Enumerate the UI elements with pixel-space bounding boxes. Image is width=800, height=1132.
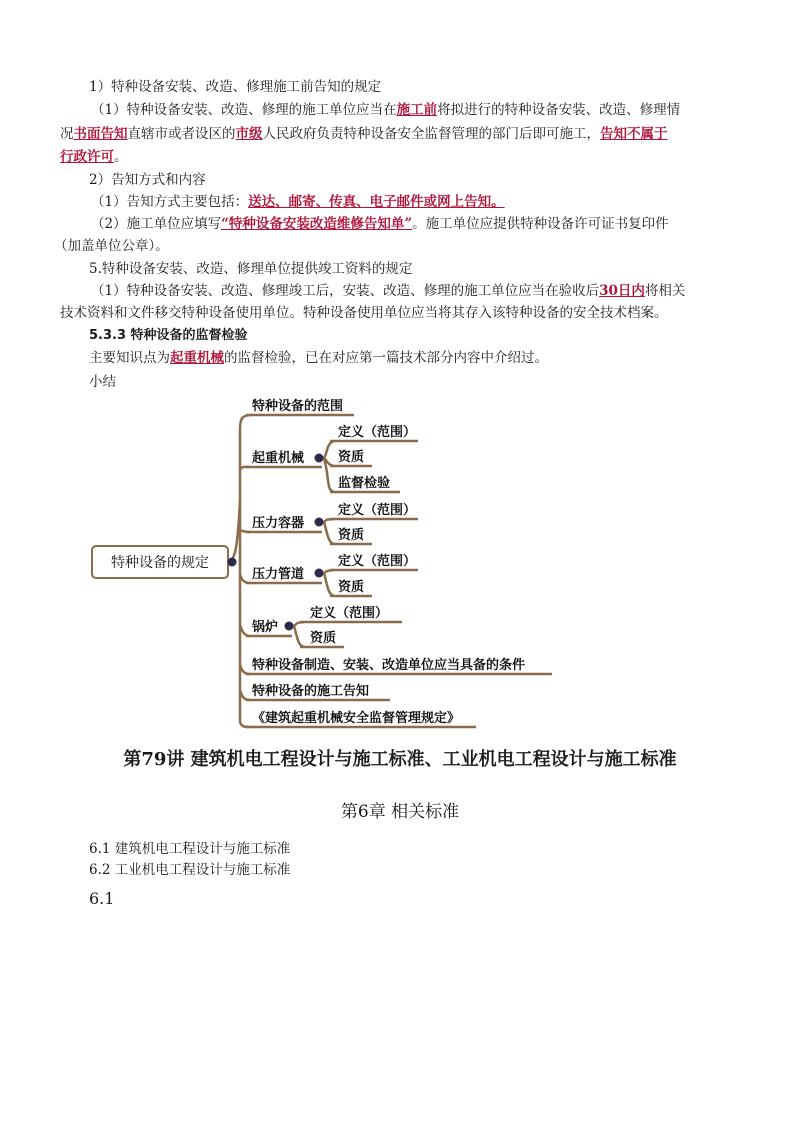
text-span: 主要知识点为 [89, 350, 170, 366]
section-heading-method: 2）告知方式和内容 [89, 172, 206, 188]
text-span: 将拟进行的特种设备安装、改造、修理情 [437, 102, 681, 118]
mindmap-node-regulation: 《建筑起重机械安全监督管理规定》 [252, 711, 461, 726]
paragraph-line: 技术资料和文件移交特种设备使用单位。特种设备使用单位应当将其存入该特种设备的安全技术档案。 [60, 305, 668, 321]
section-heading-inspection: 5.3.3 特种设备的监督检验 [89, 328, 248, 343]
text-span: （2）施工单位应填写 [91, 216, 222, 232]
highlight-text: 送达、邮寄、传真、电子邮件或网上告知。 [248, 194, 505, 210]
chapter-title: 第6章 相关标准 [340, 802, 460, 822]
highlight-text: 市级 [235, 126, 263, 142]
mindmap-node-pipe: 压力管道 [252, 567, 305, 582]
mindmap-node-boiler-qual: 资质 [310, 631, 337, 646]
highlight-text: 书面告知 [73, 126, 128, 142]
highlight-text: “特种设备安装改造维修告知单” [221, 216, 413, 232]
mindmap-node-vessel-def: 定义（范围） [338, 503, 417, 518]
section-heading-notice: 1）特种设备安装、改造、修理施工前告知的规定 [89, 79, 382, 95]
text-span: 的监督检验，已在对应第一篇技术部分内容中介绍过。 [224, 350, 548, 366]
collapse-dot-icon[interactable] [315, 454, 324, 463]
text-span: 直辖市或者设区的 [127, 126, 236, 142]
text-span: 况 [60, 126, 74, 142]
mindmap-node-crane-insp: 监督检验 [338, 476, 391, 491]
subsection-number: 6.1 [89, 889, 115, 908]
summary-label: 小结 [89, 374, 116, 390]
mindmap-node-notice: 特种设备的施工告知 [252, 684, 370, 699]
mindmap-node-crane: 起重机械 [252, 451, 305, 466]
toc-item: 6.1 建筑机电工程设计与施工标准 [89, 841, 291, 857]
section-heading-completion: 5.特种设备安装、改造、修理单位提供竣工资料的规定 [89, 261, 413, 277]
mindmap-node-pipe-qual: 资质 [338, 580, 365, 595]
collapse-dot-icon[interactable] [228, 558, 237, 567]
highlight-text: 施工前 [396, 102, 438, 118]
mindmap-node-scope: 特种设备的范围 [252, 399, 344, 414]
paragraph-line: （加盖单位公章）。 [54, 238, 169, 254]
collapse-dot-icon[interactable] [315, 518, 324, 527]
highlight-text: 行政许可 [60, 149, 114, 165]
text-span: 将相关 [644, 283, 686, 299]
mindmap-node-boiler: 锅炉 [252, 620, 279, 635]
mindmap-node-boiler-def: 定义（范围） [310, 606, 389, 621]
text-span: 人民政府负责特种设备安全监督管理的部门后即可施工， [262, 126, 600, 142]
text-span: 。 [114, 149, 128, 165]
text-span: （1）特种设备安装、改造、修理竣工后，安装、改造、修理的施工单位应当在验收后 [91, 283, 600, 299]
collapse-dot-icon[interactable] [285, 622, 294, 631]
highlight-text: 30日内 [599, 283, 645, 299]
mindmap-node-conditions: 特种设备制造、安装、改造单位应当具备的条件 [252, 658, 526, 673]
lecture-title: 第79讲 建筑机电工程设计与施工标准、工业机电工程设计与施工标准 [123, 749, 677, 770]
mindmap-node-vessel: 压力容器 [252, 516, 305, 531]
collapse-dot-icon[interactable] [315, 569, 324, 578]
mindmap-node-vessel-qual: 资质 [338, 528, 365, 543]
mindmap-node-crane-def: 定义（范围） [338, 425, 417, 440]
mindmap-node-pipe-def: 定义（范围） [338, 554, 417, 569]
mindmap-node-crane-qual: 资质 [338, 450, 365, 465]
text-span: （1）告知方式主要包括： [91, 194, 249, 210]
toc-item: 6.2 工业机电工程设计与施工标准 [89, 862, 291, 878]
text-span: （1）特种设备安装、改造、修理的施工单位应当在 [91, 102, 397, 118]
highlight-text: 告知不属于 [600, 126, 668, 142]
highlight-text: 起重机械 [170, 350, 224, 366]
text-span: 。施工单位应提供特种设备许可证书复印件 [412, 216, 669, 232]
mindmap-root-label: 特种设备的规定 [111, 555, 209, 571]
